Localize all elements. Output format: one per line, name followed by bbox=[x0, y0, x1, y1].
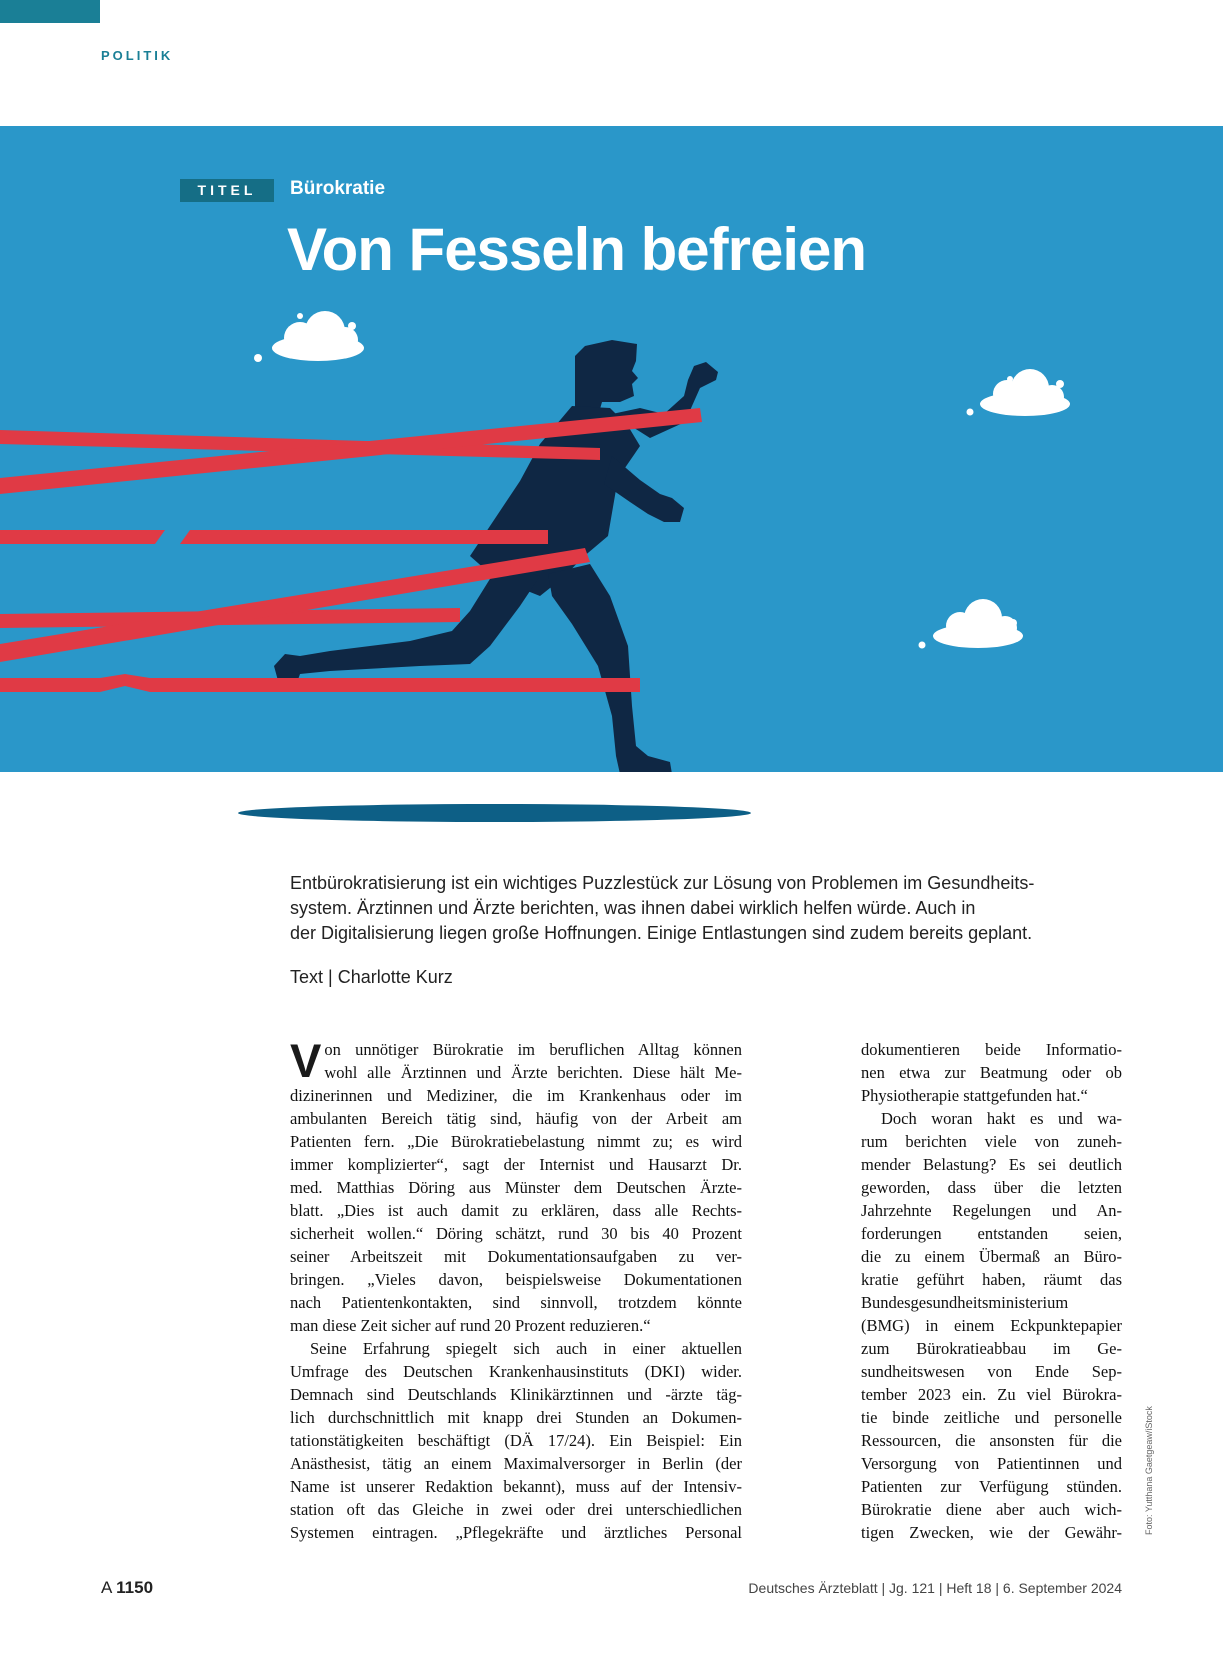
body-line: Anästhesist, tätig an einem Maximalversorger in Berlin (der bbox=[290, 1454, 742, 1473]
photo-credit: Foto: Yutthana Gaetgeaw/iStock bbox=[1144, 1406, 1154, 1535]
headline: Von Fesseln befreien bbox=[287, 216, 867, 283]
runner-figure bbox=[274, 340, 718, 772]
body-line: geworden, dass über die letzten bbox=[861, 1178, 1122, 1197]
lead-line: Entbürokratisierung ist ein wichtiges Puzzlestück zur Lösung von Problemen im Gesundheits- bbox=[290, 873, 1035, 893]
body-line: Demnach sind Deutschlands Klinikärztinnen und -ärzte täg- bbox=[290, 1385, 742, 1404]
body-line: Bundesgesundheitsministerium bbox=[861, 1293, 1069, 1312]
body-line: wohl alle Ärztinnen und Ärzte berichten. Diese hält Me- bbox=[324, 1063, 742, 1082]
page-number bbox=[101, 1578, 153, 1598]
body-line: sundheitswesen von Ende Sep- bbox=[861, 1362, 1122, 1381]
body-line: station oft das Gleiche in zwei oder drei unterschiedlichen bbox=[290, 1500, 742, 1519]
top-accent-bar bbox=[0, 0, 100, 23]
cloud-icon bbox=[254, 311, 364, 362]
body-line: Name ist unserer Redaktion bekannt), muss auf der Intensiv- bbox=[290, 1477, 742, 1496]
kicker-topic: Bürokratie bbox=[290, 178, 386, 199]
lead-paragraph bbox=[290, 871, 1120, 946]
body-line: immer komplizierter“, sagt der Internist und Hausarzt Dr. bbox=[290, 1155, 742, 1174]
body-line: on unnötiger Bürokratie im beruflichen Alltag können bbox=[324, 1040, 742, 1059]
body-line: blatt. „Dies ist auch damit zu erklären, dass alle Rechts- bbox=[290, 1201, 742, 1220]
cloud-icon bbox=[919, 599, 1024, 649]
body-line: Patienten fern. „Die Bürokratiebelastung nimmt zu; es wird bbox=[290, 1132, 742, 1151]
body-line: Patienten zur Verfügung stünden. bbox=[861, 1477, 1122, 1496]
dropcap: V bbox=[290, 1034, 322, 1087]
ground-shadow bbox=[238, 804, 751, 822]
body-line: dizinerinnen und Mediziner, die im Krankenhaus oder im bbox=[290, 1086, 742, 1105]
body-line: Seine Erfahrung spiegelt sich auch in einer aktuellen bbox=[310, 1339, 742, 1358]
page-prefix: A bbox=[101, 1578, 112, 1597]
body-line: mender Belastung? Es sei deutlich bbox=[861, 1155, 1122, 1174]
footer-citation: Deutsches Ärzteblatt | Jg. 121 | Heft 18 | 6. September 2024 bbox=[748, 1580, 1122, 1596]
cloud-icon bbox=[967, 369, 1071, 416]
body-line: med. Matthias Döring aus Münster dem Deutschen Ärzte- bbox=[290, 1178, 742, 1197]
body-line: Bürokratie diene aber auch wich- bbox=[861, 1500, 1122, 1519]
body-line: tember 2023 ein. Zu viel Bürokra- bbox=[861, 1385, 1122, 1404]
body-line: Umfrage des Deutschen Krankenhausinstituts (DKI) wider. bbox=[290, 1362, 742, 1381]
body-line: man diese Zeit sicher auf rund 20 Prozent reduzieren.“ bbox=[290, 1316, 651, 1335]
body-column-1 bbox=[290, 1034, 742, 1544]
body-line: seiner Arbeitszeit mit Dokumentationsaufgaben zu ver- bbox=[290, 1247, 742, 1266]
body-line: sicherheit wollen.“ Döring schätzt, rund 30 bis 40 Prozent bbox=[290, 1224, 742, 1243]
body-line: forderungen entstanden seien, bbox=[861, 1224, 1122, 1243]
body-line: lich durchschnittlich mit knapp drei Stunden an Dokumen- bbox=[290, 1408, 742, 1427]
byline: Text | Charlotte Kurz bbox=[290, 967, 453, 987]
lead-line: system. Ärztinnen und Ärzte berichten, was ihnen dabei wirklich helfen würde. Auch in bbox=[290, 898, 976, 918]
body-line: kratie geführt haben, räumt das bbox=[861, 1270, 1122, 1289]
body-line: rum berichten viele von zuneh- bbox=[861, 1132, 1122, 1151]
body-line: Jahrzehnte Regelungen und An- bbox=[861, 1201, 1122, 1220]
body-line: (BMG) in einem Eckpunktepapier bbox=[861, 1316, 1122, 1335]
body-line: tationstätigkeiten beschäftigt (DÄ 17/24). Ein Beispiel: Ein bbox=[290, 1431, 742, 1450]
body-line: tigen Zwecken, wie der Gewähr- bbox=[861, 1523, 1122, 1542]
body-line: nach Patientenkontakten, sind sinnvoll, trotzdem könnte bbox=[290, 1293, 742, 1312]
page-number-value: 1150 bbox=[116, 1578, 154, 1597]
body-line: Doch woran hakt es und wa- bbox=[881, 1109, 1122, 1128]
body-line: tie binde zeitliche und personelle bbox=[861, 1408, 1122, 1427]
lead-line: der Digitalisierung liegen große Hoffnungen. Einige Entlastungen sind zudem bereits geplant. bbox=[290, 923, 1033, 943]
body-line: zum Bürokratieabbau im Ge- bbox=[861, 1339, 1122, 1358]
body-line: Physiotherapie stattgefunden hat.“ bbox=[861, 1086, 1088, 1105]
section-label: POLITIK bbox=[101, 48, 174, 63]
body-line: Systemen eintragen. „Pflegekräfte und ärztliches Personal bbox=[290, 1523, 742, 1542]
body-line: die zu einem Übermaß an Büro- bbox=[861, 1247, 1122, 1266]
body-line: nen etwa zur Beatmung oder ob bbox=[861, 1063, 1122, 1082]
body-line: dokumentieren beide Informatio- bbox=[861, 1040, 1122, 1059]
kicker-badge: TITEL bbox=[180, 179, 274, 202]
body-line: Versorgung von Patientinnen und bbox=[861, 1454, 1122, 1473]
body-column-2 bbox=[861, 1038, 1122, 1544]
body-line: bringen. „Vieles davon, beispielsweise Dokumentationen bbox=[290, 1270, 742, 1289]
body-line: Ressourcen, die ansonsten für die bbox=[861, 1431, 1122, 1450]
body-line: ambulanten Bereich tätig sind, häufig von der Arbeit am bbox=[290, 1109, 742, 1128]
